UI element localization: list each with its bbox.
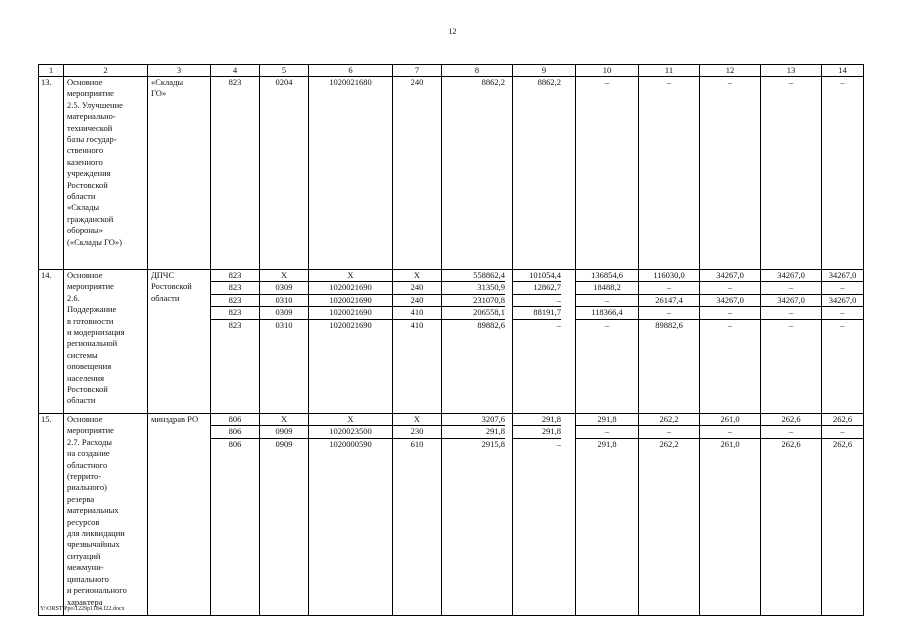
value-cell-col-13 <box>761 270 822 414</box>
value-cell-col-12 <box>700 414 761 616</box>
description-line: областного <box>67 459 108 470</box>
row-number: 15. <box>39 414 64 616</box>
value: Х <box>309 414 392 426</box>
value: 261,0 <box>700 414 760 426</box>
value: Х <box>393 414 441 426</box>
column-number-cell: 12 <box>700 65 761 77</box>
value: 806 <box>211 426 259 438</box>
value: 118366,4 <box>576 307 638 319</box>
value: 0909 <box>275 438 293 449</box>
value: 34267,0 <box>822 270 863 282</box>
value: 410 <box>393 307 441 319</box>
description-line: региональной <box>67 338 118 349</box>
description-line: области <box>67 191 96 202</box>
value: 240 <box>393 282 441 294</box>
column-number-cell: 2 <box>64 65 148 77</box>
description-line: учреждения <box>67 168 111 179</box>
value-cell-col-10 <box>576 270 639 414</box>
description-line: «Склады <box>67 202 100 213</box>
description-line: Основное <box>67 414 103 424</box>
value: – <box>639 282 699 294</box>
value-cell-col-11 <box>639 77 700 270</box>
description-line: чрезвычайных <box>67 539 120 550</box>
value-cell-col-5 <box>260 77 309 270</box>
value: – <box>727 319 733 330</box>
value: 291,8 <box>513 414 561 426</box>
value: 2915,8 <box>481 438 505 449</box>
description-line: 2.6. <box>67 292 80 303</box>
value: 0309 <box>260 307 308 319</box>
value: 823 <box>228 319 242 330</box>
value: – <box>761 282 821 294</box>
description-line: системы <box>67 349 98 360</box>
value: – <box>822 426 863 438</box>
value: 610 <box>410 438 424 449</box>
value-cell-col-14 <box>822 77 864 270</box>
column-number-cell: 8 <box>442 65 513 77</box>
value: 291,8 <box>597 438 617 449</box>
value: 34267,0 <box>822 295 863 307</box>
value-cell-col-13 <box>761 77 822 270</box>
description-line: Ростовской <box>67 179 108 190</box>
value: 261,0 <box>720 438 740 449</box>
value: 262,2 <box>659 438 679 449</box>
value: 0909 <box>260 426 308 438</box>
table-row <box>39 414 864 616</box>
value: – <box>513 295 561 307</box>
value: 262,6 <box>822 414 863 426</box>
value-cell-col-8 <box>442 270 513 414</box>
value-cell-col-11 <box>639 270 700 414</box>
executor-line: ДПЧС <box>151 270 175 280</box>
value: – <box>576 426 638 438</box>
description-line: ситуаций <box>67 550 101 561</box>
value-cell-col-11 <box>639 414 700 616</box>
value-cell-col-10 <box>576 414 639 616</box>
description-line: ресурсов <box>67 516 100 527</box>
executor-line: «Склады <box>151 77 184 87</box>
value: 12862,7 <box>513 282 561 294</box>
description-line: Поддержание <box>67 304 117 315</box>
executor <box>148 77 211 270</box>
description-line: Основное <box>67 77 103 87</box>
value: 1020021690 <box>329 319 372 330</box>
value: 206558,1 <box>442 307 505 319</box>
description-line: обороны» <box>67 225 103 236</box>
description-line: мероприятие <box>67 281 114 292</box>
column-number-cell: 6 <box>309 65 393 77</box>
value: – <box>700 282 760 294</box>
value: 823 <box>211 295 259 307</box>
value: 34267,0 <box>761 270 821 282</box>
value: 116030,0 <box>639 270 699 282</box>
value: – <box>822 307 863 319</box>
value-cell-col-6 <box>309 414 393 616</box>
value-cell-col-9 <box>513 77 576 270</box>
description-line: 2.5. Улучшение <box>67 99 123 110</box>
value: – <box>604 319 610 330</box>
value: 1020021680 <box>329 77 372 87</box>
value-cell-col-6 <box>309 77 393 270</box>
value-cell-col-14 <box>822 414 864 616</box>
value: 230 <box>393 426 441 438</box>
value-cell-col-12 <box>700 77 761 270</box>
value: 806 <box>211 414 259 426</box>
value-cell-col-7 <box>393 77 442 270</box>
value: Х <box>393 270 441 282</box>
column-number-cell: 10 <box>576 65 639 77</box>
description-line: Ростовской <box>67 384 108 395</box>
value-cell-col-12 <box>700 270 761 414</box>
column-number-cell: 13 <box>761 65 822 77</box>
value: – <box>604 77 610 87</box>
value: 18488,2 <box>576 282 638 294</box>
measure-description <box>64 414 148 616</box>
description-line: гражданской <box>67 213 114 224</box>
value: – <box>822 282 863 294</box>
value: 262,6 <box>781 438 801 449</box>
description-line: ципального <box>67 573 109 584</box>
value: 26147,4 <box>639 295 699 307</box>
value: – <box>666 77 672 87</box>
description-line: оповещения <box>67 361 112 372</box>
value: – <box>700 307 760 319</box>
description-line: (террито- <box>67 471 102 482</box>
value: 823 <box>211 270 259 282</box>
value: 823 <box>211 307 259 319</box>
description-line: в готовности <box>67 315 114 326</box>
value-cell-col-9 <box>513 414 576 616</box>
executor-line: минздрав РО <box>151 414 199 424</box>
table-row <box>39 77 864 270</box>
row-number: 14. <box>39 270 64 414</box>
column-number-cell: 9 <box>513 65 576 77</box>
value-cell-col-4 <box>211 77 260 270</box>
value: 558862,4 <box>442 270 505 282</box>
description-line: 2.7. Расходы <box>67 436 113 447</box>
value: – <box>788 77 794 87</box>
description-line: межмуни- <box>67 562 104 573</box>
executor-line: Ростовской <box>151 281 192 292</box>
value-cell-col-4 <box>211 414 260 616</box>
description-line: и модернизация <box>67 327 125 338</box>
description-line: материально- <box>67 111 116 122</box>
value: – <box>639 426 699 438</box>
value: 0309 <box>260 282 308 294</box>
value: 1020021690 <box>309 307 392 319</box>
value: 262,2 <box>639 414 699 426</box>
column-number-cell: 1 <box>39 65 64 77</box>
description-line: на создание <box>67 448 110 459</box>
value: 34267,0 <box>700 270 760 282</box>
column-number-cell: 5 <box>260 65 309 77</box>
column-number-cell: 7 <box>393 65 442 77</box>
value: 262,6 <box>761 414 821 426</box>
value: – <box>556 319 561 330</box>
value-cell-col-14 <box>822 270 864 414</box>
value: – <box>639 307 699 319</box>
value-cell-col-5 <box>260 270 309 414</box>
description-line: ственного <box>67 145 104 156</box>
value: Х <box>260 270 308 282</box>
value: – <box>576 295 638 307</box>
value: 231070,8 <box>442 295 505 307</box>
measure-description <box>64 270 148 414</box>
value: 8862,2 <box>481 77 505 87</box>
value-cell-col-4 <box>211 270 260 414</box>
executor-line: области <box>151 292 180 303</box>
value: 262,6 <box>832 438 853 449</box>
value: 1020021690 <box>309 282 392 294</box>
description-line: материальных <box>67 505 119 516</box>
description-line: риального) <box>67 482 107 493</box>
value: 8862,2 <box>537 77 561 87</box>
value: 806 <box>228 438 242 449</box>
description-line: казенного <box>67 156 103 167</box>
executor <box>148 414 211 616</box>
column-number-cell: 11 <box>639 65 700 77</box>
value: 88191,7 <box>513 307 561 319</box>
description-line: базы государ- <box>67 134 117 145</box>
value-cell-col-5 <box>260 414 309 616</box>
value: 3207,6 <box>442 414 505 426</box>
value: – <box>556 438 561 449</box>
value-cell-col-7 <box>393 414 442 616</box>
value-cell-col-9 <box>513 270 576 414</box>
value: 0310 <box>260 295 308 307</box>
executor <box>148 270 211 414</box>
value: 0204 <box>275 77 293 87</box>
description-line: населения <box>67 372 104 383</box>
value: – <box>840 319 845 330</box>
value-cell-col-10 <box>576 77 639 270</box>
value-cell-col-6 <box>309 270 393 414</box>
value: 291,8 <box>576 414 638 426</box>
value: Х <box>260 414 308 426</box>
value: 1020021690 <box>309 295 392 307</box>
column-number-row <box>39 65 864 77</box>
description-line: для ликвидации <box>67 528 125 539</box>
value: 823 <box>211 282 259 294</box>
value: Х <box>309 270 392 282</box>
value: – <box>840 77 845 87</box>
description-line: технической <box>67 122 113 133</box>
description-line: и регионального <box>67 585 127 596</box>
measure-description <box>64 77 148 270</box>
value: 410 <box>410 319 424 330</box>
value: 291,8 <box>442 426 505 438</box>
page-number: 12 <box>448 27 457 36</box>
value: 101054,4 <box>513 270 561 282</box>
value: 240 <box>393 295 441 307</box>
value-cell-col-8 <box>442 77 513 270</box>
value: – <box>700 426 760 438</box>
value: 240 <box>410 77 424 87</box>
value: 291,8 <box>513 426 561 438</box>
value: 823 <box>228 77 242 87</box>
value-cell-col-7 <box>393 270 442 414</box>
value: 89882,6 <box>655 319 683 330</box>
description-line: Основное <box>67 270 103 280</box>
value-cell-col-8 <box>442 414 513 616</box>
description-line: области <box>67 395 96 406</box>
value: 89882,6 <box>477 319 505 330</box>
value: – <box>727 77 733 87</box>
column-number-cell: 3 <box>148 65 211 77</box>
value: 31350,9 <box>442 282 505 294</box>
value: 34267,0 <box>700 295 760 307</box>
row-number: 13. <box>39 77 64 270</box>
value: – <box>788 319 794 330</box>
column-number-cell: 14 <box>822 65 864 77</box>
description-line: мероприятие <box>67 425 114 436</box>
file-path-footer: Y:\ORST\Ppo\1229p1184.f22.docx <box>40 606 125 612</box>
value: 1020000590 <box>329 438 372 449</box>
value: – <box>761 307 821 319</box>
column-number-cell: 4 <box>211 65 260 77</box>
description-line: характера <box>67 596 103 607</box>
value-cell-col-13 <box>761 414 822 616</box>
description-line: резерва <box>67 493 95 504</box>
value: 1020023500 <box>309 426 392 438</box>
description-line: («Склады ГО») <box>67 236 122 247</box>
value: 34267,0 <box>761 295 821 307</box>
table-row <box>39 270 864 414</box>
value: 0310 <box>275 319 293 330</box>
budget-table <box>38 64 864 616</box>
executor-line: ГО» <box>151 88 167 99</box>
description-line: мероприятие <box>67 88 114 99</box>
value: 136854,6 <box>576 270 638 282</box>
value: – <box>761 426 821 438</box>
